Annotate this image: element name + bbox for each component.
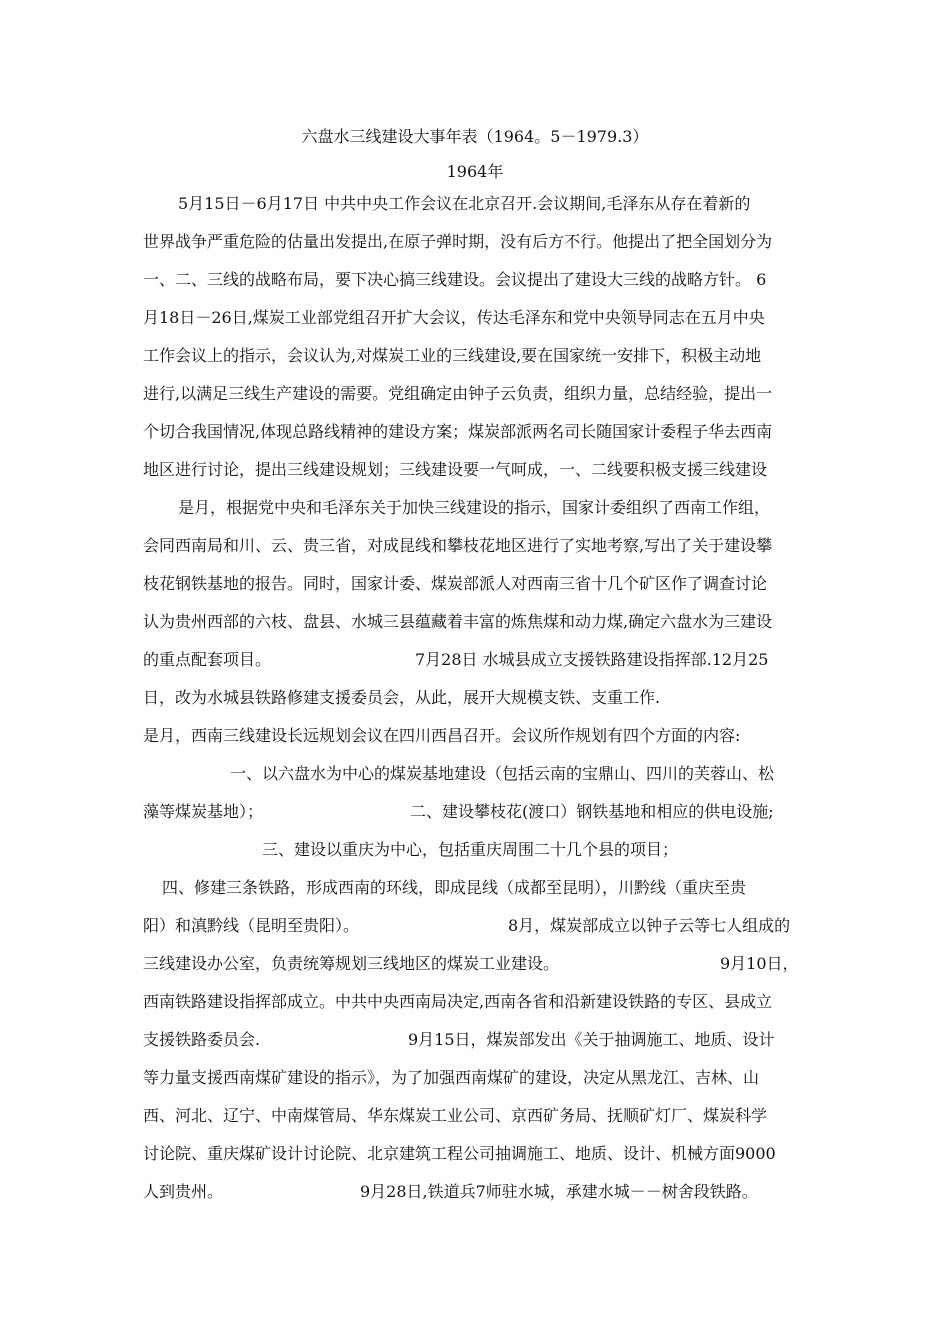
text-segment: 9月10日， [720,954,799,973]
text-segment: 一、以六盘水为中心的煤炭基地建设（包括云南的宝鼎山、四川的芙蓉山、松 [230,764,775,783]
year-heading: 1964年 [446,162,504,181]
text-segment: 四、修建三条铁路，形成西南的环线，即成昆线（成都至昆明），川黔线（重庆至贵 [162,878,747,897]
document-title: 六盘水三线建设大事年表（1964。5－1979.3） [301,127,649,146]
text-segment: 8月，煤炭部成立以钟子云等七人组成的 [508,916,791,935]
text-segment: 地区进行讨论，提出三线建设规划；三线建设要一气呵成，一、二线要积极支援三线建设 [143,460,768,479]
text-segment: 人到贵州。 [143,1182,224,1201]
text-segment: 7月28日 水城县成立支援铁路建设指挥部.12月25 [415,650,769,669]
text-segment: 是月，根据党中央和毛泽东关于加快三线建设的指示，国家计委组织了西南工作组， [178,498,771,517]
text-segment: 支援铁路委员会. [143,1030,261,1049]
text-segment: 工作会议上的指示，会议认为,对煤炭工业的三线建设,要在国家统一安排下，积极主动地 [143,346,762,365]
text-segment: 二、建设攀枝花(渡口）钢铁基地和相应的供电设施; [410,802,774,821]
text-segment: 藻等煤炭基地）； [143,802,264,821]
text-segment: 个切合我国情况,体现总路线精神的建设方案；煤炭部派两名司长随国家计委程子华去西南 [143,422,773,441]
text-segment: 一、二、三线的战略布局，要下决心搞三线建设。会议提出了建设大三线的战略方针。 6 [143,270,767,289]
text-segment: 5月15日－6月17日 中共中央工作会议在北京召开.会议期间,毛泽东从存在着新的 [178,194,751,213]
text-segment: 西、河北、辽宁、中南煤管局、华东煤炭工业公司、京西矿务局、抚顺矿灯厂、煤炭科学 [143,1106,768,1125]
text-segment: 三、建设以重庆为中心，包括重庆周围二十几个县的项目； [262,840,679,859]
text-segment: 认为贵州西部的六枝、盘县、水城三县蕴藏着丰富的炼焦煤和动力煤,确定六盘水为三建设 [143,612,773,631]
text-segment: 日，改为水城县铁路修建支援委员会，从此，展开大规模支铁、支重工作. [143,688,661,707]
text-segment: 的重点配套项目。 [143,650,272,669]
text-segment: 阳）和滇黔线（昆明至贵阳）。 [143,916,360,935]
text-segment: 9月15日，煤炭部发出《关于抽调施工、地质、设计 [408,1030,775,1049]
text-segment: 会同西南局和川、云、贵三省，对成昆线和攀枝花地区进行了实地考察,写出了关于建设攀 [143,536,773,555]
text-segment: 世界战争严重危险的估量出发提出,在原子弹时期，没有后方不行。他提出了把全国划分为 [143,232,773,251]
text-segment: 月18日－26日,煤炭工业部党组召开扩大会议，传达毛泽东和党中央领导同志在五月中央 [143,308,765,327]
text-segment: 枝花钢铁基地的报告。同时，国家计委、煤炭部派人对西南三省十几个矿区作了调查讨论 [143,574,768,593]
text-segment: 是月，西南三线建设长远规划会议在四川西昌召开。会议所作规划有四个方面的内容: [143,726,741,745]
text-segment: 西南铁路建设指挥部成立。中共中央西南局决定,西南各省和沿新建设铁路的专区、县成立 [143,992,773,1011]
text-segment: 讨论院、重庆煤矿设计讨论院、北京建筑工程公司抽调施工、地质、设计、机械方面9000 [143,1144,776,1163]
text-segment: 三线建设办公室，负责统筹规划三线地区的煤炭工业建设。 [143,954,560,973]
text-segment: 等力量支援西南煤矿建设的指示》，为了加强西南煤矿的建设，决定从黑龙江、吉林、山 [143,1068,760,1087]
text-segment: 进行,以满足三线生产建设的需要。党组确定由钟子云负责，组织力量，总结经验，提出一 [143,384,773,403]
text-segment: 9月28日,铁道兵7师驻水城，承建水城－－树舍段铁路。 [360,1182,758,1201]
